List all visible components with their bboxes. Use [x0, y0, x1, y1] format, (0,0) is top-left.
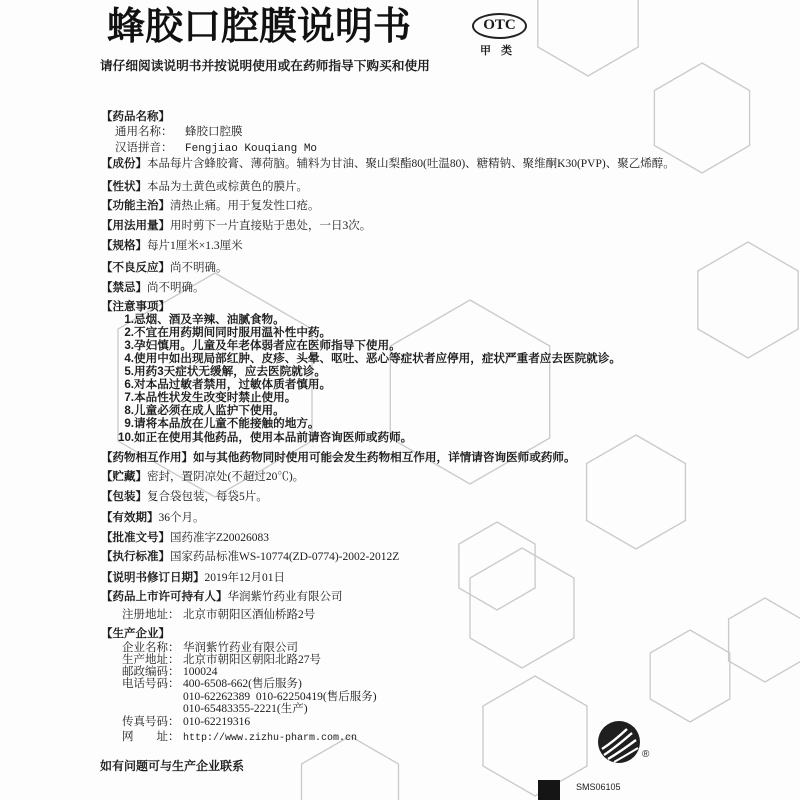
indications-heading: 【功能主治】: [101, 200, 170, 212]
precaution-number: 7.: [124, 391, 134, 404]
precaution-item: [118, 417, 320, 430]
scan-edge-shadow: [538, 780, 560, 800]
otc-category-label: 甲类: [480, 45, 522, 57]
indications-text: 清热止痛。用于复发性口疮。: [170, 200, 320, 212]
precaution-item: [118, 313, 285, 326]
packaging-heading: 【包装】: [101, 491, 147, 503]
interactions-section: [101, 451, 576, 465]
shelf-life-heading: 【有效期】: [101, 512, 159, 524]
background-hexagon: [654, 63, 749, 173]
precaution-number: 3.: [124, 339, 134, 352]
approval-number-text: 国药准字Z20026083: [170, 532, 270, 544]
precaution-number: 8.: [124, 404, 134, 417]
manufacturer-heading: 【生产企业】: [101, 628, 170, 640]
specification-section: [101, 240, 243, 253]
leaflet-code: SMS06105: [576, 782, 621, 792]
phone-label: 电话号码：: [122, 678, 180, 690]
website-label: 网 址：: [122, 731, 180, 743]
precaution-item: [118, 431, 412, 444]
postal-code-value: 100024: [183, 666, 218, 678]
precaution-text: 请将本品放在儿童不能接触的地方。: [134, 417, 320, 430]
dosage-text: 用时剪下一片直接贴于患处，一日3次。: [170, 220, 372, 232]
company-name-label: 企业名称：: [122, 642, 180, 654]
precaution-number: 6.: [124, 378, 134, 391]
fax-label: 传真号码：: [122, 716, 180, 728]
registered-address-row: [122, 609, 315, 622]
background-hexagon: [587, 435, 686, 549]
storage-section: [101, 471, 304, 484]
precaution-item: [118, 339, 401, 352]
packaging-section: [101, 491, 268, 504]
revision-date-section: [101, 572, 285, 585]
phone-value: 010-62262389 010-62250419(售后服务): [183, 691, 377, 703]
precaution-number: 9.: [124, 417, 134, 430]
precaution-text: 忌烟、酒及辛辣、油腻食物。: [134, 313, 285, 326]
precaution-item: [118, 326, 331, 339]
precaution-number: 1.: [124, 313, 134, 326]
shelf-life-section: [101, 512, 205, 525]
adverse-reactions-heading: 【不良反应】: [101, 262, 170, 274]
pinyin-label: 汉语拼音：: [115, 142, 173, 154]
revision-date-text: 2019年12月01日: [204, 572, 285, 584]
specification-text: 每片1厘米×1.3厘米: [147, 240, 243, 252]
ingredients-heading: 【成份】: [101, 158, 147, 170]
pinyin-value: Fengjiao Kouqiang Mo: [185, 143, 318, 155]
precaution-text: 如正在使用其他药品，使用本品前请咨询医师或药师。: [134, 431, 413, 444]
contraindications-heading: 【禁忌】: [101, 282, 147, 294]
dosage-section: [101, 220, 371, 233]
contraindications-text: 尚不明确。: [147, 282, 205, 294]
phone-value: 400-6508-662(售后服务): [183, 678, 302, 690]
precaution-item: [118, 352, 621, 365]
production-address-value: 北京市朝阳区朝阳北路27号: [183, 654, 321, 666]
approval-number-section: [101, 532, 269, 545]
website-value: http://www.zizhu-pharm.com.cn: [183, 733, 358, 744]
background-hexagon: [729, 598, 800, 682]
background-hexagon: [538, 0, 638, 76]
interactions-heading: 【药物相互作用】: [101, 452, 193, 464]
storage-heading: 【贮藏】: [101, 471, 147, 483]
precaution-item: [118, 365, 326, 378]
postal-code-label: 邮政编码：: [122, 666, 180, 678]
precaution-item: [118, 378, 331, 391]
adverse-reactions-text: 尚不明确。: [170, 262, 228, 274]
standard-section: [101, 551, 399, 564]
revision-date-heading: 【说明书修订日期】: [101, 572, 205, 584]
otc-badge: OTC: [472, 13, 527, 39]
phone-value: 010-65483355-2221(生产): [183, 703, 308, 715]
phone-row: [122, 678, 302, 691]
precaution-item: [118, 391, 296, 404]
company-logo-icon: [597, 720, 641, 764]
storage-text: 密封，置阴凉处(不超过20℃)。: [147, 471, 305, 483]
company-name-value: 华润紫竹药业有限公司: [183, 642, 298, 654]
standard-text: 国家药品标准WS-10774(ZD-0774)-2002-2012Z: [170, 551, 400, 563]
fax-value: 010-62219316: [183, 716, 251, 728]
registered-address-label: 注册地址：: [122, 609, 180, 621]
background-hexagon: [483, 676, 587, 796]
precaution-number: 4.: [124, 352, 134, 365]
standard-heading: 【执行标准】: [101, 551, 170, 563]
generic-name-value: 蜂胶口腔膜: [185, 126, 243, 138]
precaution-text: 使用中如出现局部红肿、皮疹、头晕、呕吐、恶心等症状者应停用，症状严重者应去医院就诊。: [134, 352, 621, 365]
precaution-text: 用药3天症状无缓解，应去医院就诊。: [134, 365, 326, 378]
license-holder-name: 华润紫竹药业有限公司: [227, 591, 343, 603]
generic-name-label: 通用名称：: [115, 126, 173, 138]
approval-number-heading: 【批准文号】: [101, 532, 170, 544]
dosage-heading: 【用法用量】: [101, 220, 170, 232]
website-row: [122, 731, 357, 745]
description-text: 本品为土黄色或棕黄色的膜片。: [147, 181, 308, 193]
leaflet-title: 蜂胶口腔膜说明书: [107, 6, 412, 48]
license-holder-section: [101, 591, 343, 604]
precautions-heading: 【注意事项】: [101, 301, 170, 313]
registered-trademark-mark: ®: [642, 749, 650, 760]
pinyin-row: [115, 142, 317, 156]
background-hexagon: [650, 630, 730, 722]
precaution-text: 本品性状发生改变时禁止使用。: [134, 391, 297, 404]
interactions-text: 如与其他药物同时使用可能会发生药物相互作用，详情请咨询医师或药师。: [193, 451, 576, 464]
precaution-text: 对本品过敏者禁用，过敏体质者慎用。: [134, 378, 332, 391]
background-hexagon: [470, 548, 574, 668]
usage-advice-subtitle: 请仔细阅读说明书并按说明使用或在药师指导下购买和使用: [100, 59, 430, 73]
license-holder-heading: 【药品上市许可持有人】: [101, 591, 228, 603]
precaution-text: 不宜在用药期间同时服用温补性中药。: [134, 326, 332, 339]
precaution-item: [118, 404, 285, 417]
contact-note: 如有问题可与生产企业联系: [100, 759, 245, 773]
precaution-number: 2.: [124, 326, 134, 339]
drug-name-heading: 【药品名称】: [101, 111, 170, 123]
registered-address-value: 北京市朝阳区酒仙桥路2号: [183, 609, 316, 621]
adverse-reactions-section: [101, 262, 228, 275]
precaution-text: 孕妇慎用。儿童及年老体弱者应在医师指导下使用。: [134, 339, 401, 352]
generic-name-row: [115, 126, 243, 139]
background-hexagon: [302, 736, 399, 800]
ingredients-text: 本品每片含蜂胶膏、薄荷脑。辅料为甘油、聚山梨酯80(吐温80)、糖精钠、聚维酮K30(PVP)、聚乙烯醇。: [147, 158, 675, 170]
specification-heading: 【规格】: [101, 240, 147, 252]
background-hexagon: [698, 242, 798, 358]
ingredients-section: [101, 158, 675, 171]
precaution-number: 5.: [124, 365, 134, 378]
description-section: [101, 181, 308, 194]
precaution-number: 10.: [118, 431, 135, 444]
description-heading: 【性状】: [101, 181, 147, 193]
indications-section: [101, 200, 320, 213]
fax-row: [122, 716, 250, 729]
precaution-text: 儿童必须在成人监护下使用。: [134, 404, 285, 417]
packaging-text: 复合袋包装，每袋5片。: [147, 491, 268, 503]
production-address-label: 生产地址：: [122, 654, 180, 666]
shelf-life-text: 36个月。: [158, 512, 205, 524]
contraindications-section: [101, 282, 205, 295]
